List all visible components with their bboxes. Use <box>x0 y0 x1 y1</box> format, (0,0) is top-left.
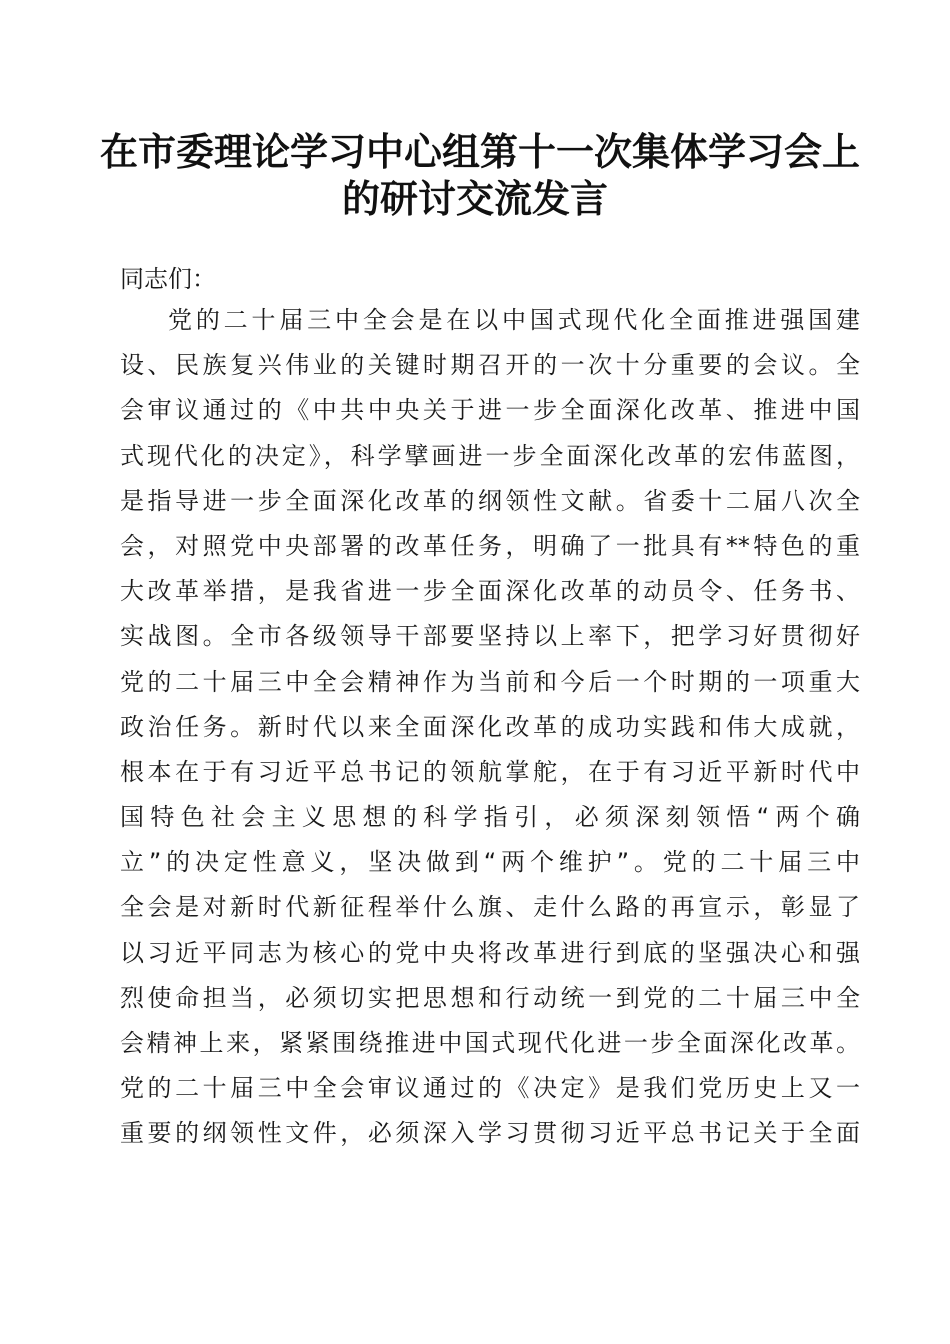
paragraph-line: 烈使命担当，必须切实把思想和行动统一到党的二十届三中全 <box>120 983 860 1012</box>
paragraph-line: 以习近平同志为核心的党中央将改革进行到底的坚强决心和强 <box>120 938 860 967</box>
title-line-1: 在市委理论学习中心组第十一次集体学习会上 <box>100 129 861 174</box>
paragraph-line: 是指导进一步全面深化改革的纲领性文献。省委十二届八次全 <box>120 486 860 515</box>
paragraph-line: 会审议通过的《中共中央关于进一步全面深化改革、推进中国 <box>120 396 860 425</box>
paragraph-line: 会，对照党中央部署的改革任务，明确了一批具有**特色的重 <box>120 531 860 560</box>
salutation: 同志们： <box>120 265 216 293</box>
paragraph-line: 重要的纲领性文件，必须深入学习贯彻习近平总书记关于全面 <box>120 1119 860 1148</box>
title-line-2: 的研讨交流发言 <box>341 176 608 221</box>
paragraph-line: 会精神上来，紧紧围绕推进中国式现代化进一步全面深化改革。 <box>120 1029 860 1057</box>
paragraph-line: 政治任务。新时代以来全面深化改革的成功实践和伟大成就， <box>120 712 860 741</box>
document-body <box>120 260 860 1157</box>
paragraph-line: 党的二十届三中全会精神作为当前和今后一个时期的一项重大 <box>120 667 860 696</box>
paragraph-line: 全会是对新时代新征程举什么旗、走什么路的再宣示，彰显了 <box>120 893 860 922</box>
paragraph-line: 根本在于有习近平总书记的领航掌舵，在于有习近平新时代中 <box>120 757 860 786</box>
paragraph-line: 党的二十届三中全会审议通过的《决定》是我们党历史上又一 <box>120 1074 860 1103</box>
paragraph-line: 设、民族复兴伟业的关键时期召开的一次十分重要的会议。全 <box>120 351 860 380</box>
paragraph <box>120 298 860 1157</box>
paragraph-line: 式现代化的决定》，科学擘画进一步全面深化改革的宏伟蓝图， <box>120 441 860 470</box>
paragraph-line: 大改革举措，是我省进一步全面深化改革的动员令、任务书、 <box>120 577 860 606</box>
paragraph-line: 立”的决定性意义，坚决做到“两个维护”。党的二十届三中 <box>120 848 860 877</box>
document-title <box>100 128 861 222</box>
paragraph-line: 国特色社会主义思想的科学指引，必须深刻领悟“两个确 <box>120 803 860 832</box>
paragraph-line: 党的二十届三中全会是在以中国式现代化全面推进强国建 <box>168 306 860 334</box>
paragraph-line: 实战图。全市各级领导干部要坚持以上率下，把学习好贯彻好 <box>120 622 860 651</box>
